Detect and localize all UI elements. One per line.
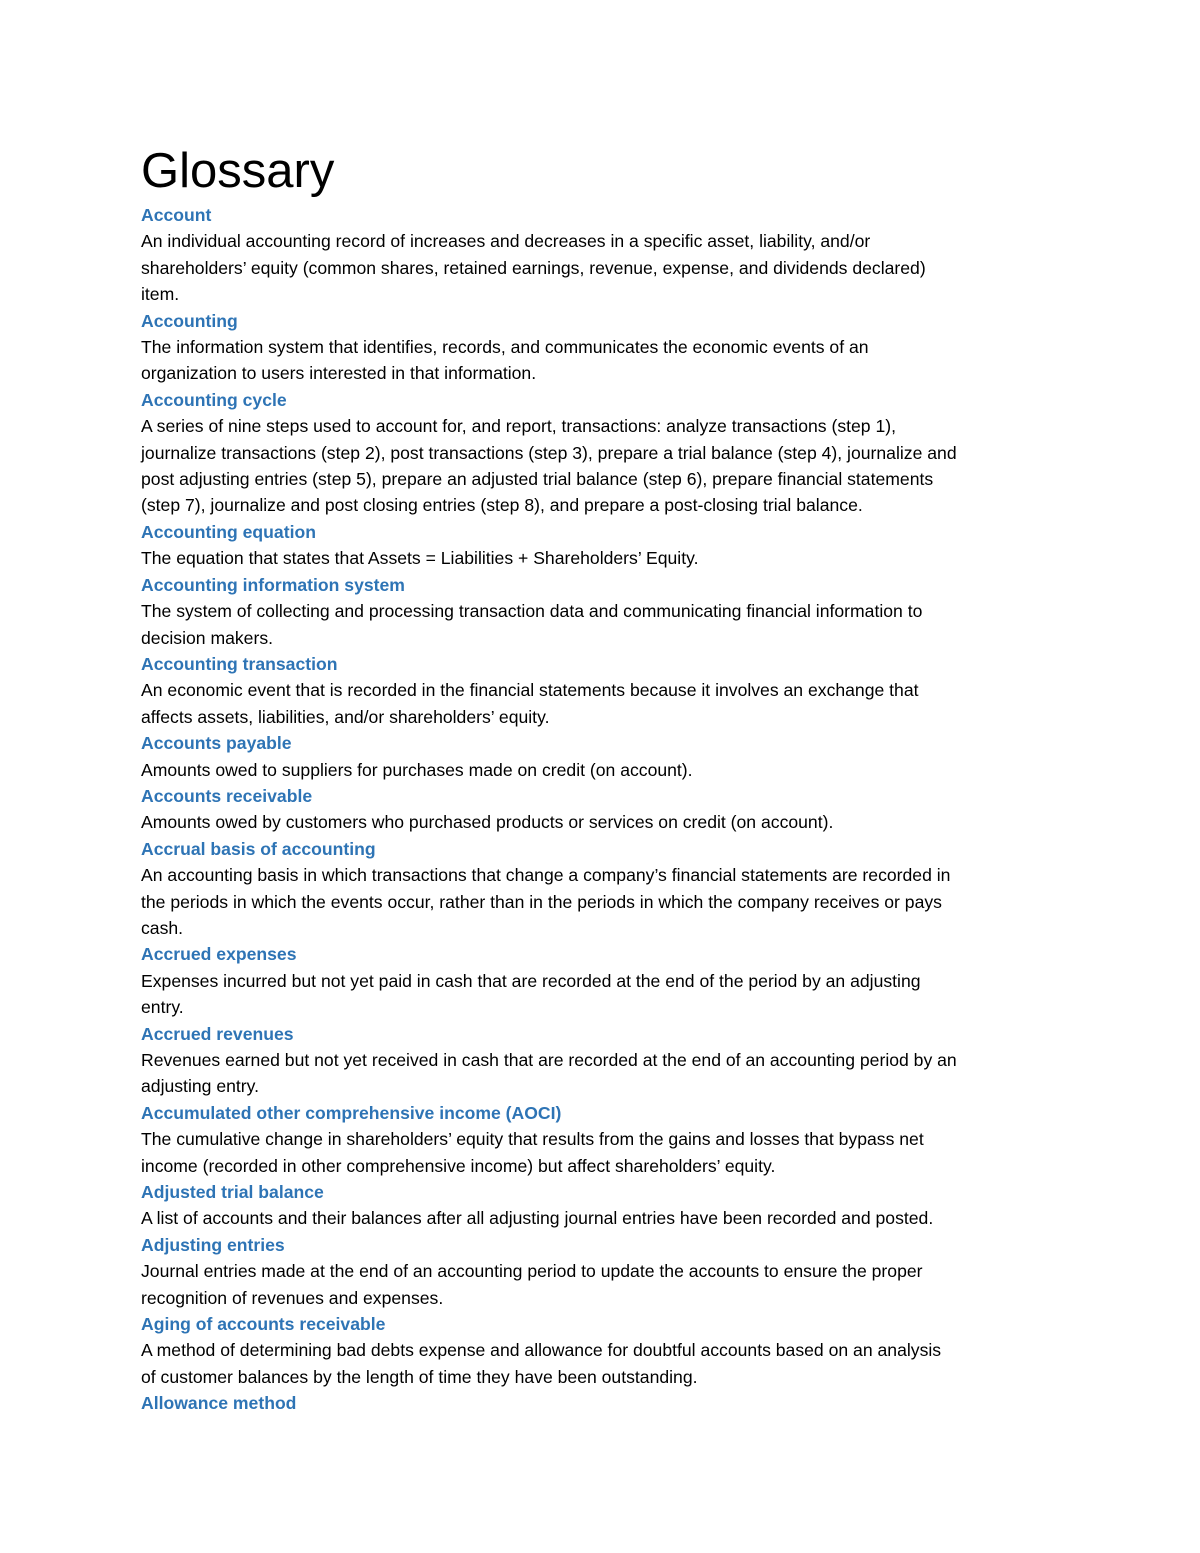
glossary-term: Accumulated other comprehensive income (AOCI) (141, 1102, 562, 1123)
glossary-term: Aging of accounts receivable (141, 1314, 386, 1335)
glossary-definition (141, 1205, 1071, 1231)
definition-line: An individual accounting record of increases and decreases in a specific asset, liability, and/or (141, 231, 871, 252)
glossary-entry (141, 730, 1071, 783)
definition-line: The cumulative change in shareholders’ equity that results from the gains and losses that bypass net (141, 1129, 924, 1150)
definition-line: The information system that identifies, records, and communicates the economic events of an (141, 337, 869, 358)
definition-line: Amounts owed to suppliers for purchases made on credit (on account). (141, 759, 693, 780)
glossary-definition (141, 1337, 1071, 1390)
glossary-entry (141, 519, 1071, 572)
glossary-definition (141, 1047, 1071, 1100)
definition-line: The system of collecting and processing transaction data and communicating financial information to (141, 601, 923, 622)
definition-line: recognition of revenues and expenses. (141, 1287, 444, 1308)
glossary-entry (141, 836, 1071, 942)
glossary-entry (141, 941, 1071, 1020)
glossary-entry (141, 1390, 1071, 1416)
glossary-term: Accounting information system (141, 574, 405, 595)
definition-line: Journal entries made at the end of an accounting period to update the accounts to ensure the proper (141, 1261, 923, 1282)
definition-line: item. (141, 284, 180, 305)
definition-line: An economic event that is recorded in the financial statements because it involves an exchange that (141, 680, 919, 701)
glossary-term: Accounting cycle (141, 389, 287, 410)
glossary-definition (141, 413, 1071, 519)
definition-line: Revenues earned but not yet received in cash that are recorded at the end of an accounting period by an (141, 1050, 957, 1070)
glossary-definition (141, 545, 1071, 571)
glossary-term: Allowance method (141, 1393, 297, 1414)
glossary-term: Accrued expenses (141, 944, 297, 965)
definition-line: shareholders’ equity (common shares, retained earnings, revenue, expense, and dividends declared) (141, 257, 926, 278)
definition-line: decision makers. (141, 627, 274, 648)
definition-line: the periods in which the events occur, rather than in the periods in which the company receives or pays (141, 891, 942, 912)
glossary-entry (141, 308, 1071, 387)
glossary-term: Accounting transaction (141, 653, 338, 674)
glossary-term: Accounting equation (141, 521, 316, 542)
glossary-entry (141, 572, 1071, 651)
glossary-definition (141, 677, 1071, 730)
glossary-definition (141, 1126, 1071, 1179)
glossary-entry (141, 1311, 1071, 1390)
glossary-definition (141, 598, 1071, 651)
glossary-term: Adjusting entries (141, 1234, 285, 1255)
glossary-entry (141, 1232, 1071, 1311)
glossary-definition (141, 228, 1071, 307)
glossary-definition (141, 334, 1071, 387)
definition-line: cash. (141, 917, 184, 938)
definition-line: post adjusting entries (step 5), prepare an adjusted trial balance (step 6), prepare financial statements (141, 469, 934, 490)
glossary-entry (141, 387, 1071, 519)
definition-line: A method of determining bad debts expense and allowance for doubtful accounts based on an analysis (141, 1340, 942, 1361)
document-page (141, 140, 1071, 1417)
definition-line: The equation that states that Assets = Liabilities + Shareholders’ Equity. (141, 548, 699, 569)
definition-line: affects assets, liabilities, and/or shareholders’ equity. (141, 706, 550, 727)
glossary-term: Accounts payable (141, 733, 292, 754)
glossary-entry (141, 202, 1071, 308)
glossary-definition (141, 862, 1071, 941)
definition-line: (step 7), journalize and post closing entries (step 8), and prepare a post-closing trial balance. (141, 495, 863, 516)
glossary-entry (141, 1179, 1071, 1232)
glossary-term: Adjusted trial balance (141, 1182, 324, 1203)
glossary-definition (141, 1258, 1071, 1311)
definition-line: income (recorded in other comprehensive income) but affect shareholders’ equity. (141, 1155, 776, 1176)
definition-line: entry. (141, 997, 184, 1018)
glossary-entry (141, 1100, 1071, 1179)
definition-line: adjusting entry. (141, 1076, 260, 1097)
definition-line: An accounting basis in which transactions that change a company’s financial statements are recorded in (141, 865, 951, 886)
glossary-term: Accounting (141, 310, 238, 331)
glossary-term: Accrual basis of accounting (141, 838, 376, 859)
glossary-entry (141, 783, 1071, 836)
definition-line: A list of accounts and their balances after all adjusting journal entries have been recorded and posted. (141, 1208, 934, 1229)
glossary-definition (141, 968, 1071, 1021)
page-title: Glossary (141, 144, 335, 198)
glossary-entry (141, 651, 1071, 730)
definition-line: journalize transactions (step 2), post transactions (step 3), prepare a trial balance (step 4), journalize and (141, 442, 957, 463)
glossary-definition (141, 757, 1071, 783)
definition-line: Amounts owed by customers who purchased products or services on credit (on account). (141, 812, 834, 833)
definition-line: Expenses incurred but not yet paid in cash that are recorded at the end of the period by an adjusting (141, 970, 921, 991)
glossary-entries (141, 202, 1071, 1417)
glossary-term: Account (141, 205, 212, 225)
glossary-term: Accrued revenues (141, 1023, 294, 1044)
definition-line: A series of nine steps used to account for, and report, transactions: analyze transactions (step 1), (141, 416, 896, 437)
definition-line: of customer balances by the length of time they have been outstanding. (141, 1366, 698, 1387)
glossary-entry (141, 1021, 1071, 1100)
definition-line: organization to users interested in that information. (141, 363, 537, 384)
glossary-term: Accounts receivable (141, 785, 313, 806)
glossary-definition (141, 809, 1071, 835)
